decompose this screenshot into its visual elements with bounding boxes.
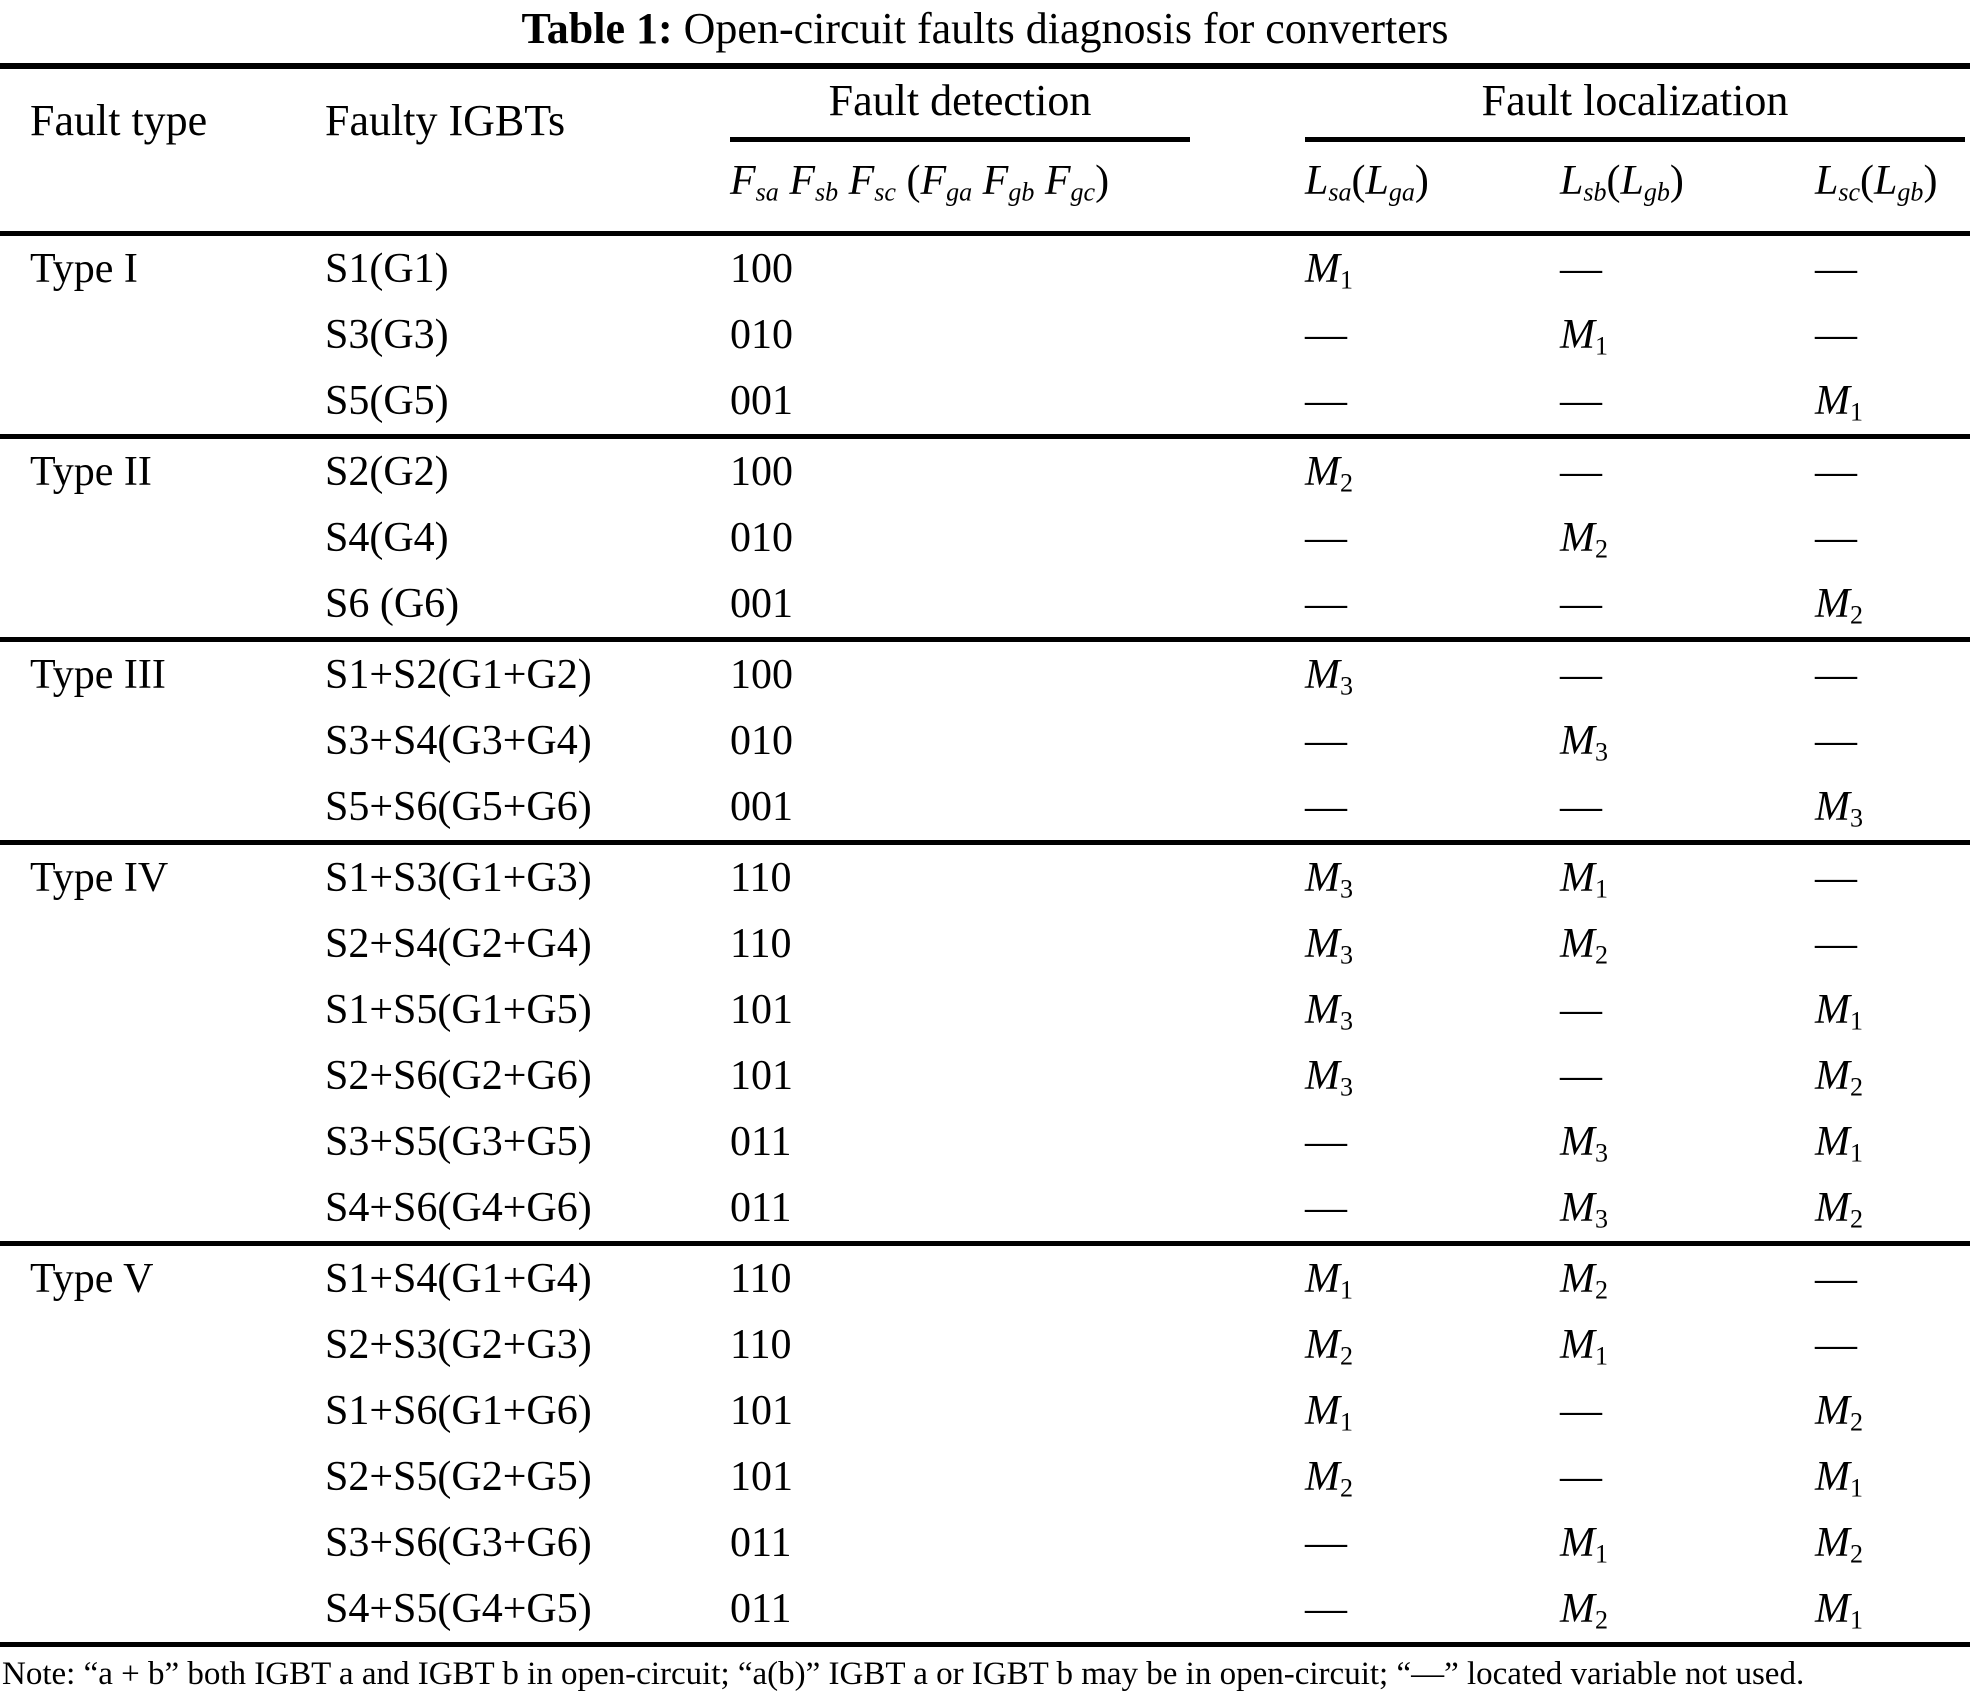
loc-c-cell: — (1815, 1322, 1857, 1368)
loc-c-cell: — (1815, 1256, 1857, 1302)
loc-c-cell: — (1815, 246, 1857, 292)
detection-cell: 100 (730, 449, 793, 495)
faulty-igbts-cell: S1(G1) (325, 246, 449, 292)
loc-c-cell: $M_1$ (1815, 987, 1864, 1036)
loc-b-cell: — (1560, 449, 1602, 495)
table-row (0, 1378, 1970, 1444)
header-loc-b: $L_{sb}(L_{gb})$ (1560, 158, 1684, 207)
faulty-igbts-cell: S1+S2(G1+G2) (325, 652, 592, 698)
fault-type-cell: Type II (30, 449, 152, 495)
table-row (0, 845, 1970, 911)
loc-a-cell: $M_1$ (1305, 1256, 1354, 1305)
loc-a-cell: $M_3$ (1305, 987, 1354, 1036)
loc-b-cell: — (1560, 652, 1602, 698)
loc-a-cell: $M_2$ (1305, 1454, 1354, 1503)
header-loc-a: $L_{sa}(L_{ga})$ (1305, 158, 1429, 207)
loc-b-cell: $M_1$ (1560, 855, 1609, 904)
loc-b-cell: $M_1$ (1560, 312, 1609, 361)
loc-c-cell: $M_1$ (1815, 1119, 1864, 1168)
faulty-igbts-cell: S3+S4(G3+G4) (325, 718, 592, 764)
detection-cell: 001 (730, 378, 793, 424)
faulty-igbts-cell: S2(G2) (325, 449, 449, 495)
detection-cell: 010 (730, 718, 793, 764)
loc-a-cell: — (1305, 378, 1347, 424)
table-title (0, 0, 1970, 69)
header-detection-signals: $F_{sa}$ $F_{sb}$ $F_{sc}$ ($F_{ga}$ $F_{gb}$ $F_{gc}$) (730, 158, 1110, 207)
detection-cell: 010 (730, 312, 793, 358)
table-header (0, 69, 1970, 236)
faulty-igbts-cell: S1+S5(G1+G5) (325, 987, 592, 1033)
faulty-igbts-cell: S2+S5(G2+G5) (325, 1454, 592, 1500)
loc-a-cell: $M_3$ (1305, 921, 1354, 970)
table-number-label: Table 1: (521, 4, 673, 53)
faulty-igbts-cell: S1+S3(G1+G3) (325, 855, 592, 901)
detection-cell: 001 (730, 784, 793, 830)
loc-c-cell: — (1815, 652, 1857, 698)
detection-cell: 011 (730, 1185, 792, 1231)
table-row (0, 911, 1970, 977)
loc-a-cell: $M_3$ (1305, 652, 1354, 701)
loc-a-cell: — (1305, 1520, 1347, 1566)
table-row (0, 1043, 1970, 1109)
faulty-igbts-cell: S5+S6(G5+G6) (325, 784, 592, 830)
table-row (0, 1109, 1970, 1175)
detection-underline (730, 137, 1190, 142)
loc-a-cell: $M_3$ (1305, 855, 1354, 904)
table-title-text: Open-circuit faults diagnosis for converters (672, 4, 1449, 53)
loc-a-cell: $M_2$ (1305, 1322, 1354, 1371)
loc-c-cell: $M_2$ (1815, 1185, 1864, 1234)
loc-a-cell: $M_1$ (1305, 1388, 1354, 1437)
loc-a-cell: $M_1$ (1305, 246, 1354, 295)
table-row (0, 439, 1970, 505)
loc-b-cell: $M_2$ (1560, 1256, 1609, 1305)
loc-c-cell: — (1815, 718, 1857, 764)
detection-cell: 011 (730, 1586, 792, 1632)
loc-b-cell: $M_3$ (1560, 1185, 1609, 1234)
loc-c-cell: — (1815, 312, 1857, 358)
loc-c-cell: $M_2$ (1815, 1388, 1864, 1437)
section-type-3 (0, 642, 1970, 845)
fault-type-cell: Type IV (30, 855, 169, 901)
loc-a-cell: — (1305, 784, 1347, 830)
loc-c-cell: $M_1$ (1815, 378, 1864, 427)
loc-c-cell: — (1815, 449, 1857, 495)
faulty-igbts-cell: S3+S5(G3+G5) (325, 1119, 592, 1165)
table-row (0, 302, 1970, 368)
loc-a-cell: $M_3$ (1305, 1053, 1354, 1102)
loc-b-cell: — (1560, 1388, 1602, 1434)
table-row (0, 368, 1970, 434)
header-fault-detection: Fault detection (828, 76, 1092, 125)
table-row (0, 571, 1970, 637)
detection-cell: 101 (730, 987, 793, 1033)
table-row (0, 1510, 1970, 1576)
loc-b-cell: $M_2$ (1560, 1586, 1609, 1635)
detection-cell: 101 (730, 1388, 793, 1434)
section-type-1 (0, 236, 1970, 439)
loc-a-cell: $M_2$ (1305, 449, 1354, 498)
faulty-igbts-cell: S1+S4(G1+G4) (325, 1256, 592, 1302)
table-row (0, 774, 1970, 840)
detection-cell: 100 (730, 246, 793, 292)
detection-cell: 110 (730, 1322, 792, 1368)
loc-b-cell: — (1560, 246, 1602, 292)
table-row (0, 977, 1970, 1043)
fault-type-cell: Type V (30, 1256, 154, 1302)
header-fault-type: Fault type (30, 96, 208, 145)
loc-c-cell: — (1815, 855, 1857, 901)
loc-c-cell: $M_2$ (1815, 1053, 1864, 1102)
loc-a-cell: — (1305, 1586, 1347, 1632)
loc-b-cell: $M_3$ (1560, 718, 1609, 767)
loc-a-cell: — (1305, 312, 1347, 358)
loc-c-cell: $M_2$ (1815, 1520, 1864, 1569)
loc-a-cell: — (1305, 515, 1347, 561)
loc-b-cell: — (1560, 581, 1602, 627)
table-row (0, 505, 1970, 571)
detection-cell: 110 (730, 855, 792, 901)
detection-cell: 101 (730, 1053, 793, 1099)
table-row (0, 1576, 1970, 1642)
loc-b-cell: $M_3$ (1560, 1119, 1609, 1168)
faulty-igbts-cell: S5(G5) (325, 378, 449, 424)
faulty-igbts-cell: S4+S5(G4+G5) (325, 1586, 592, 1632)
localization-underline (1305, 137, 1965, 142)
loc-c-cell: $M_2$ (1815, 581, 1864, 630)
loc-a-cell: — (1305, 1185, 1347, 1231)
detection-cell: 011 (730, 1520, 792, 1566)
faulty-igbts-cell: S3(G3) (325, 312, 449, 358)
loc-a-cell: — (1305, 718, 1347, 764)
table-row (0, 1312, 1970, 1378)
detection-cell: 001 (730, 581, 793, 627)
faulty-igbts-cell: S6 (G6) (325, 581, 460, 627)
table-row (0, 708, 1970, 774)
header-faulty-igbts: Faulty IGBTs (325, 96, 566, 145)
faulty-igbts-cell: S2+S6(G2+G6) (325, 1053, 592, 1099)
loc-b-cell: $M_2$ (1560, 515, 1609, 564)
loc-b-cell: $M_1$ (1560, 1322, 1609, 1371)
loc-b-cell: — (1560, 784, 1602, 830)
loc-b-cell: $M_2$ (1560, 921, 1609, 970)
header-fault-localization: Fault localization (1481, 76, 1789, 125)
detection-cell: 110 (730, 921, 792, 967)
section-type-5 (0, 1246, 1970, 1647)
loc-c-cell: — (1815, 515, 1857, 561)
loc-b-cell: — (1560, 987, 1602, 1033)
header-loc-c: $L_{sc}(L_{gb})$ (1815, 158, 1938, 207)
detection-cell: 011 (730, 1119, 792, 1165)
section-type-4 (0, 845, 1970, 1246)
table-row (0, 1444, 1970, 1510)
fault-type-cell: Type I (30, 246, 138, 292)
loc-b-cell: — (1560, 1454, 1602, 1500)
loc-c-cell: $M_3$ (1815, 784, 1864, 833)
fault-type-cell: Type III (30, 652, 166, 698)
loc-b-cell: — (1560, 1053, 1602, 1099)
faulty-igbts-cell: S4+S6(G4+G6) (325, 1185, 592, 1231)
detection-cell: 110 (730, 1256, 792, 1302)
faulty-igbts-cell: S4(G4) (325, 515, 449, 561)
section-type-2 (0, 439, 1970, 642)
table-row (0, 1175, 1970, 1241)
loc-c-cell: $M_1$ (1815, 1586, 1864, 1635)
table-row (0, 1246, 1970, 1312)
detection-cell: 101 (730, 1454, 793, 1500)
loc-b-cell: $M_1$ (1560, 1520, 1609, 1569)
detection-cell: 100 (730, 652, 793, 698)
faulty-igbts-cell: S1+S6(G1+G6) (325, 1388, 592, 1434)
faulty-igbts-cell: S2+S3(G2+G3) (325, 1322, 592, 1368)
table-row (0, 236, 1970, 302)
loc-c-cell: — (1815, 921, 1857, 967)
table-footnote: Note: “a + b” both IGBT a and IGBT b in open-circuit; “a(b)” IGBT a or IGBT b may be in open-circuit; “—” located variable not used. (2, 1656, 1805, 1692)
faulty-igbts-cell: S2+S4(G2+G4) (325, 921, 592, 967)
loc-a-cell: — (1305, 1119, 1347, 1165)
detection-cell: 010 (730, 515, 793, 561)
table-row (0, 642, 1970, 708)
loc-a-cell: — (1305, 581, 1347, 627)
faulty-igbts-cell: S3+S6(G3+G6) (325, 1520, 592, 1566)
loc-c-cell: $M_1$ (1815, 1454, 1864, 1503)
loc-b-cell: — (1560, 378, 1602, 424)
